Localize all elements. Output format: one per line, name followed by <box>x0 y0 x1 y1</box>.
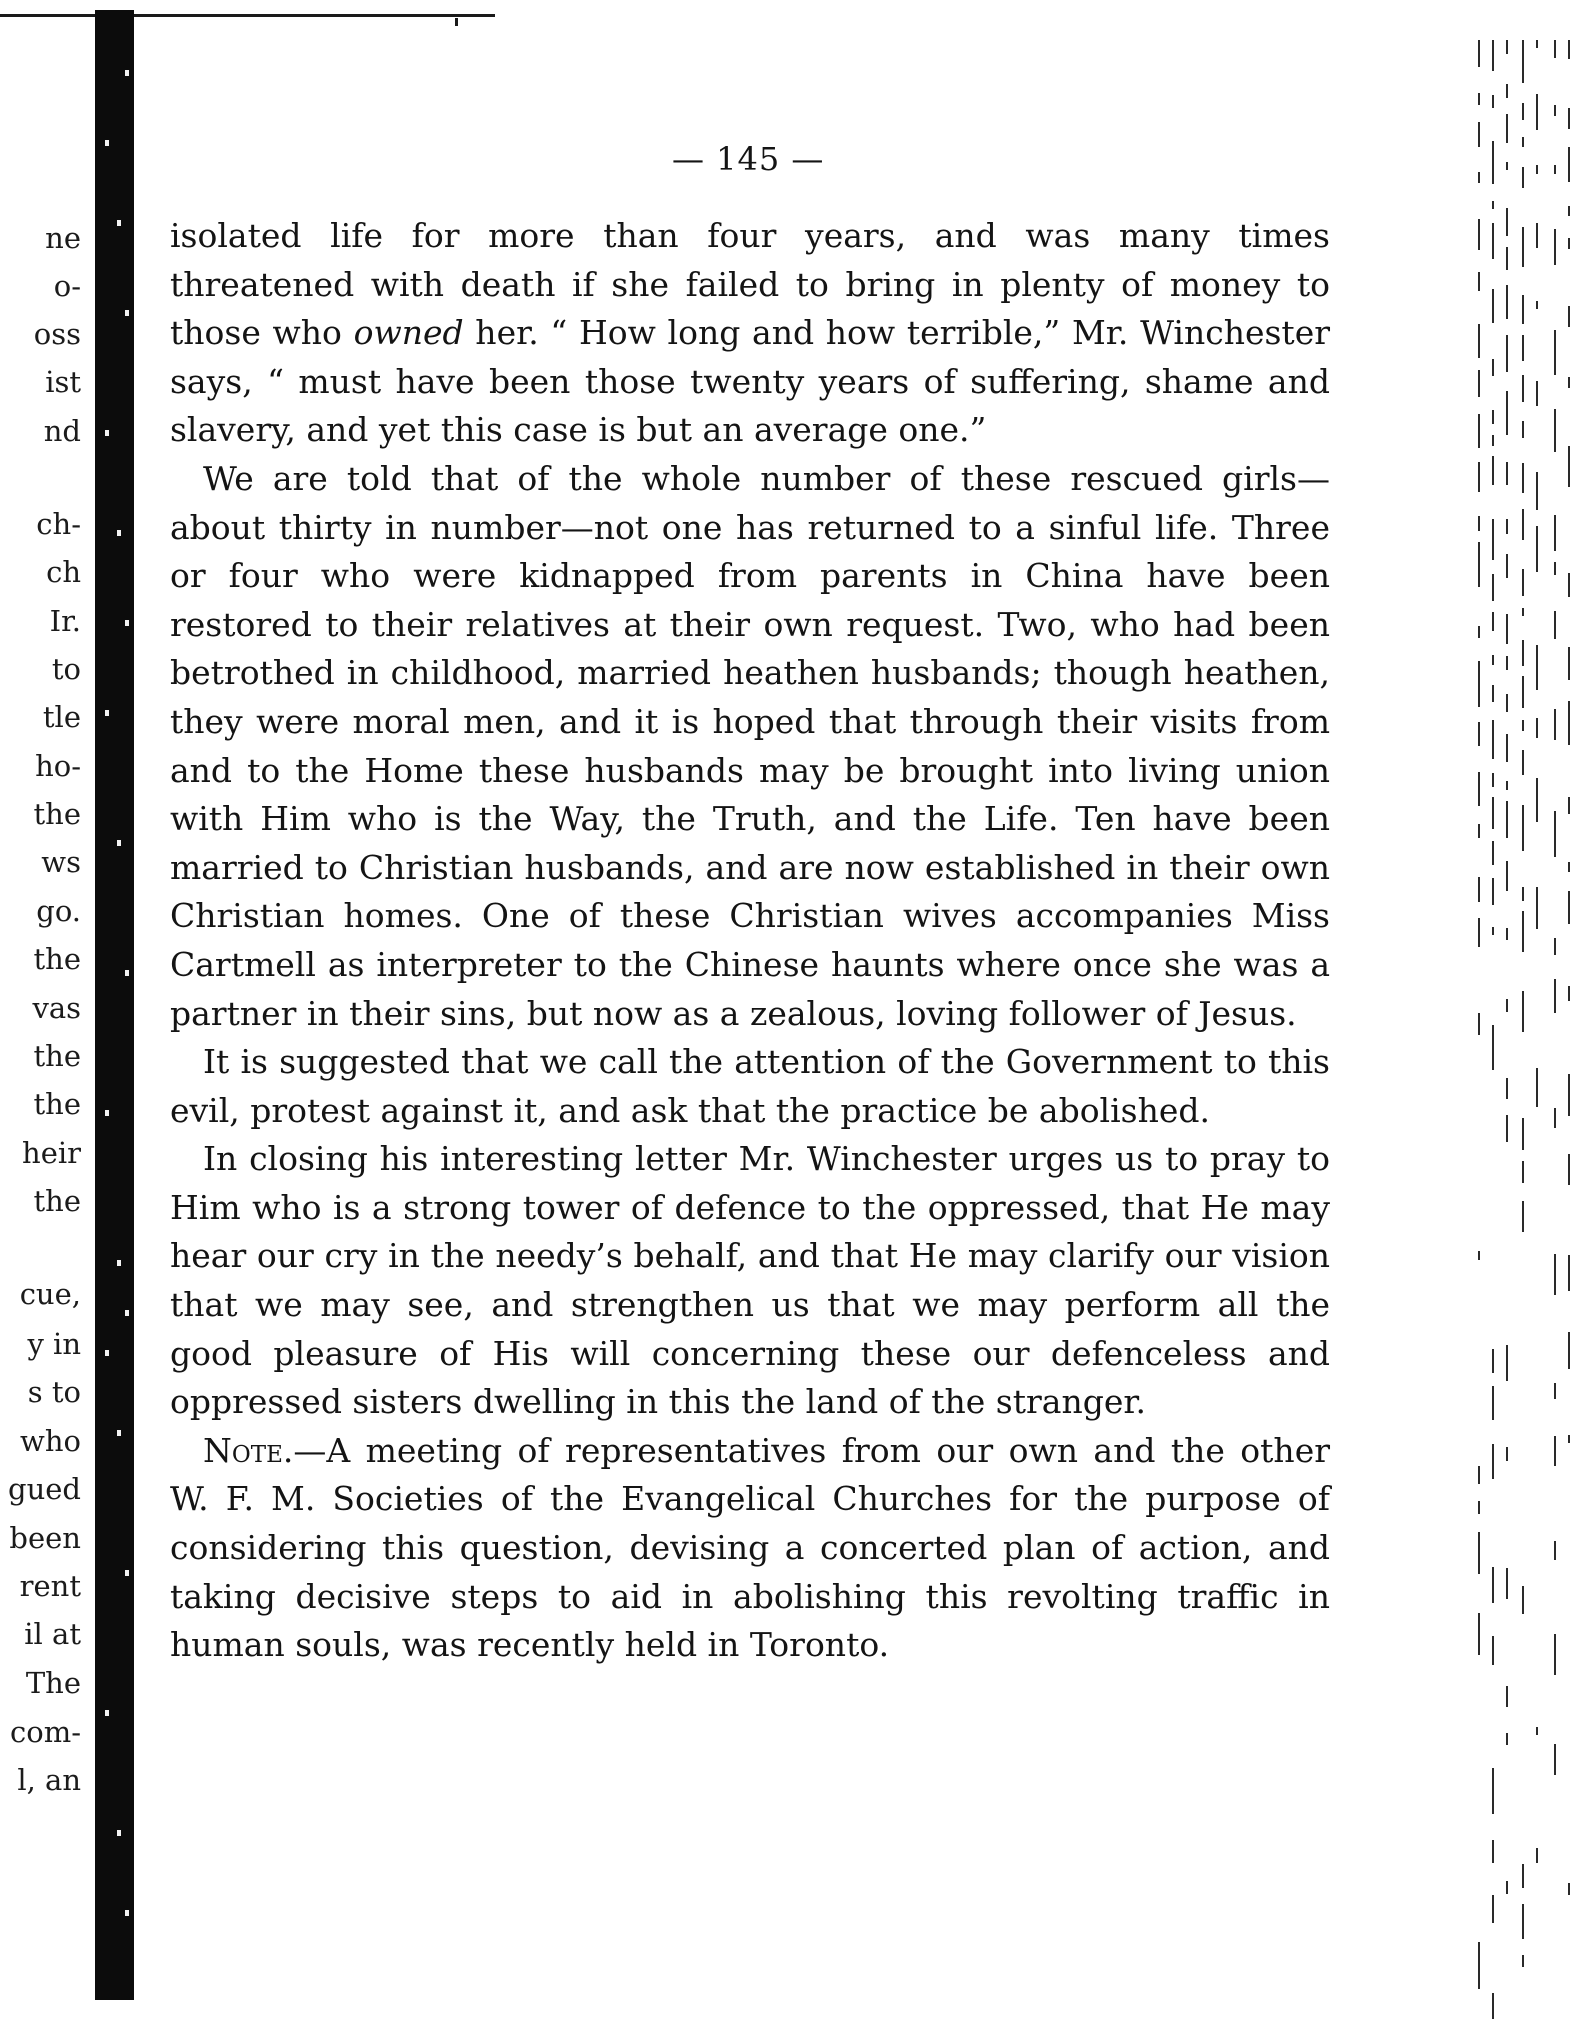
page-edge-line <box>1492 655 1494 665</box>
page-edge-line <box>1506 928 1508 940</box>
page-edge-line <box>1536 1068 1538 1107</box>
page-edge-line <box>1506 781 1508 790</box>
page-edge-line <box>1522 1586 1524 1614</box>
paragraph <box>170 1427 1330 1670</box>
paragraph <box>170 455 1330 1038</box>
page-edge-line <box>1522 421 1524 438</box>
page-edge-line <box>1478 272 1480 291</box>
page-edge-line <box>1568 1883 1570 1895</box>
paragraph <box>170 1038 1330 1135</box>
page-edge-line <box>1478 1613 1480 1655</box>
bleed-through-fragment: the <box>33 1087 81 1121</box>
page-edge-line <box>1522 640 1524 666</box>
bleed-through-fragment: go. <box>36 894 81 928</box>
page-edge-line <box>1554 1634 1556 1675</box>
page-edge-line <box>1522 1118 1524 1150</box>
page-edge-line <box>1506 162 1508 170</box>
gutter-speck <box>117 530 121 536</box>
page-edge-line <box>1478 93 1480 105</box>
page-edge-line <box>1536 778 1538 822</box>
page-edge-line <box>1506 519 1508 534</box>
gutter-speck <box>117 220 121 226</box>
page-edge-line <box>1492 878 1494 905</box>
bleed-through-fragment: the <box>33 942 81 976</box>
bleed-through-fragment: com- <box>10 1715 81 1749</box>
page-edge-line <box>1478 414 1480 448</box>
page-edge-line <box>1492 773 1494 787</box>
text-run: —A meeting of representatives from our own and the other W. F. M. Societies of the Evangelical Churches for the purpose of considering this question, devising a concerted plan of action, and taking decisive steps to aid in abolishing this revolting traffic in human souls, was recently held in Toronto. <box>170 1430 1330 1665</box>
right-edge-page-stack <box>1470 40 1580 2030</box>
page-edge-line <box>1522 103 1524 120</box>
page-edge-line <box>1536 1727 1538 1735</box>
text-run: We are told that of the whole number of these rescued girls—about thirty in number—not one has returned to a sinful life. Three or four who were kidnapped from parents in China have been restored to their relatives at their own request. Two, who had been betrothed in childhood, married heathen husbands; though heathen, they were moral men, and it is hoped that through their visits from and to the Home these husbands may be brought into living union with Him who is the Way, the Truth, and the Life. Ten have been married to Christian husbands, and are now established in their own Christian homes. One of these Christian wives accompanies Miss Cartmell as interpreter to the Chinese haunts where once she was a partner in their sins, but now as a zealous, loving follower of Jesus. <box>170 458 1330 1033</box>
page-edge-line <box>1568 40 1570 59</box>
page-edge-line <box>1554 330 1556 375</box>
body-text <box>170 212 1330 1670</box>
page-edge-line <box>1568 1154 1570 1185</box>
page-edge-line <box>1568 238 1570 249</box>
page-edge-line <box>1506 1686 1508 1707</box>
page-edge-line <box>1522 911 1524 952</box>
page-edge-line <box>1492 359 1494 376</box>
gutter-speck <box>105 430 109 436</box>
page-edge-line <box>1554 165 1556 174</box>
page-edge-line <box>1536 165 1538 174</box>
text-run: It is suggested that we call the attention of the Government to this evil, protest against it, and ask that the practice be abolished. <box>170 1042 1330 1130</box>
bleed-through-fragment: oss <box>33 317 81 351</box>
page-edge-line <box>1492 1444 1494 1479</box>
page-number: — 145 — <box>672 140 825 178</box>
page-edge-line <box>1522 509 1524 540</box>
gutter-speck <box>105 140 109 146</box>
bleed-through-fragment: who <box>20 1424 81 1458</box>
page-edge-line <box>1492 1636 1494 1665</box>
page-edge-line <box>1478 172 1480 183</box>
page-edge-line <box>1522 335 1524 361</box>
page-edge-line <box>1478 1532 1480 1574</box>
top-rule-mark <box>455 18 458 26</box>
page-edge-line <box>1522 887 1524 901</box>
page-edge-line <box>1492 720 1494 759</box>
page-edge-line <box>1478 462 1480 492</box>
page-edge-line <box>1554 1541 1556 1560</box>
page-edge-line <box>1568 446 1570 487</box>
page-edge-line <box>1536 381 1538 406</box>
page-edge-line <box>1522 40 1524 83</box>
page-edge-line <box>1554 709 1556 740</box>
gutter-speck <box>105 1350 109 1356</box>
page-edge-line <box>1568 206 1570 216</box>
page-edge-line <box>1522 750 1524 775</box>
page-edge-line <box>1478 661 1480 707</box>
page-edge-line <box>1478 1013 1480 1035</box>
page-edge-line <box>1506 335 1508 372</box>
page-edge-line <box>1506 247 1508 270</box>
page-edge-line <box>1492 141 1494 184</box>
page-edge-line <box>1506 391 1508 435</box>
page-edge-line <box>1506 285 1508 319</box>
page-edge-line <box>1478 877 1480 902</box>
page-edge-line <box>1554 105 1556 116</box>
page-edge-line <box>1506 614 1508 644</box>
page-edge-line <box>1522 227 1524 267</box>
gutter-speck <box>117 1260 121 1266</box>
page-edge-line <box>1492 1840 1494 1863</box>
gutter-speck <box>117 1430 121 1436</box>
page-edge-line <box>1492 456 1494 485</box>
gutter-speck <box>125 1570 129 1576</box>
page-edge-line <box>1568 701 1570 745</box>
bleed-through-fragment: gued <box>8 1472 81 1506</box>
bleed-through-fragment: vas <box>32 991 81 1025</box>
page-edge-line <box>1492 797 1494 829</box>
page-edge-line <box>1506 1115 1508 1142</box>
page-edge-line <box>1506 694 1508 712</box>
page-edge-line <box>1492 435 1494 446</box>
page-edge-line <box>1554 938 1556 955</box>
gutter-speck <box>125 1310 129 1316</box>
page-edge-line <box>1506 40 1508 54</box>
page-edge-line <box>1492 519 1494 560</box>
gutter-speck <box>125 1910 129 1916</box>
text-run: In closing his interesting letter Mr. Winchester urges us to pray to Him who is a strong tower of defence to the oppressed, that He may hear our cry in the needy’s behalf, and that He may clarify our vision that we may see, and strengthen us that we may perform all the good pleasure of His will concerning these our defenceless and oppressed sisters dwelling in this the land of the stranger. <box>170 1139 1330 1422</box>
page-edge-line <box>1506 554 1508 578</box>
left-margin-bleed-through <box>0 0 95 2038</box>
text-run: isolated life for more than four years, and was many times threatened with death if she failed to bring in plenty of money to those who <box>170 216 1330 353</box>
bleed-through-fragment: the <box>33 797 81 831</box>
page-edge-line <box>1478 918 1480 947</box>
page-edge-line <box>1492 1567 1494 1603</box>
page-edge-line <box>1522 1161 1524 1183</box>
page-edge-line <box>1522 1904 1524 1939</box>
binding-gutter-shadow <box>95 10 134 2000</box>
page-edge-line <box>1478 1501 1480 1514</box>
page-edge-line <box>1522 167 1524 188</box>
page-edge-line <box>1506 734 1508 762</box>
bleed-through-fragment: s to <box>27 1375 81 1409</box>
gutter-speck <box>105 1110 109 1116</box>
bleed-through-fragment: ch <box>46 555 81 589</box>
emphasis: owned <box>353 313 464 353</box>
bleed-through-fragment: The <box>25 1666 81 1700</box>
page-edge-line <box>1568 891 1570 924</box>
gutter-speck <box>125 620 129 626</box>
page-edge-line <box>1492 289 1494 323</box>
bleed-through-fragment: the <box>33 1039 81 1073</box>
page-edge-line <box>1478 626 1480 638</box>
page-edge-line <box>1492 685 1494 702</box>
page-edge-line <box>1506 656 1508 670</box>
page-edge-line <box>1554 562 1556 575</box>
page-edge-line <box>1478 324 1480 358</box>
page-edge-line <box>1492 612 1494 631</box>
page-edge-line <box>1536 40 1538 48</box>
gutter-speck <box>117 1830 121 1836</box>
page-edge-line <box>1568 377 1570 388</box>
bleed-through-fragment: nd <box>43 414 81 448</box>
page-edge-line <box>1568 1255 1570 1291</box>
page-edge-line <box>1478 40 1480 67</box>
paragraph <box>170 1135 1330 1427</box>
page-edge-line <box>1478 772 1480 806</box>
bleed-through-fragment: il at <box>24 1617 81 1651</box>
page-edge-line <box>1506 84 1508 98</box>
page-edge-line <box>1478 1942 1480 1989</box>
bleed-through-fragment: l, an <box>17 1763 81 1797</box>
text-run: her. “ How long and how terrible,” Mr. Winchester says, “ must have been those twenty years of suffering, shame and slavery, and yet this case is but an average one.” <box>170 313 1330 450</box>
page-edge-line <box>1554 515 1556 551</box>
bleed-through-fragment: o- <box>53 269 81 303</box>
bleed-through-fragment: rent <box>19 1569 81 1603</box>
page-edge-line <box>1522 805 1524 851</box>
page-edge-line <box>1522 991 1524 1032</box>
page-edge-line <box>1492 841 1494 865</box>
page-edge-line <box>1478 122 1480 147</box>
page-edge-line <box>1522 1864 1524 1888</box>
gutter-speck <box>117 840 121 846</box>
paragraph <box>170 212 1330 455</box>
gutter-speck <box>105 710 109 716</box>
bleed-through-fragment: been <box>9 1521 81 1555</box>
page-edge-line <box>1568 108 1570 129</box>
gutter-speck <box>125 310 129 316</box>
page-edge-line <box>1536 718 1538 738</box>
page-edge-line <box>1568 147 1570 182</box>
page-edge-line <box>1478 219 1480 250</box>
page-edge-line <box>1492 1768 1494 1814</box>
page-edge-line <box>1492 95 1494 108</box>
page-edge-line <box>1568 647 1570 680</box>
page-edge-line <box>1554 409 1556 452</box>
page-edge-line <box>1478 1251 1480 1260</box>
bleed-through-fragment: ws <box>41 845 81 879</box>
bleed-through-fragment: to <box>51 652 81 686</box>
page-edge-line <box>1522 608 1524 616</box>
page-edge-line <box>1478 370 1480 397</box>
page-edge-line <box>1568 1074 1570 1116</box>
page-edge-line <box>1536 645 1538 690</box>
page-edge-line <box>1568 797 1570 814</box>
gutter-speck <box>105 1710 109 1716</box>
bleed-through-fragment: cue, <box>19 1277 81 1311</box>
bleed-through-fragment: ne <box>45 221 81 255</box>
page-edge-line <box>1536 223 1538 248</box>
page-edge-line <box>1554 1108 1556 1128</box>
bleed-through-fragment: the <box>33 1184 81 1218</box>
page-edge-line <box>1568 1435 1570 1443</box>
page-edge-line <box>1478 1466 1480 1484</box>
bleed-through-fragment: ist <box>45 365 81 399</box>
bleed-through-fragment: heir <box>22 1136 81 1170</box>
page-edge-line <box>1492 201 1494 209</box>
page-edge-line <box>1554 979 1556 1013</box>
page-edge-line <box>1506 1078 1508 1099</box>
page-edge-line <box>1522 295 1524 324</box>
page-edge-line <box>1478 824 1480 838</box>
page-edge-line <box>1536 94 1538 130</box>
page-edge-line <box>1492 40 1494 71</box>
page-edge-line <box>1492 1895 1494 1923</box>
page-edge-line <box>1554 611 1556 639</box>
page-edge-line <box>1506 114 1508 143</box>
page-edge-line <box>1506 801 1508 838</box>
bleed-through-fragment: ho- <box>35 749 81 783</box>
page-edge-line <box>1554 229 1556 265</box>
bleed-through-fragment: tle <box>42 700 81 734</box>
page-edge-line <box>1554 1436 1556 1466</box>
page-edge-line <box>1554 811 1556 857</box>
page-edge-line <box>1522 569 1524 596</box>
page-edge-line <box>1554 1383 1556 1399</box>
gutter-speck <box>125 70 129 76</box>
page-edge-line <box>1522 1201 1524 1232</box>
page-edge-line <box>1492 1349 1494 1373</box>
page-edge-line <box>1478 516 1480 531</box>
page-edge-line <box>1568 1332 1570 1369</box>
page-edge-line <box>1522 1955 1524 1967</box>
bleed-through-fragment: y in <box>27 1327 81 1361</box>
page-edge-line <box>1522 676 1524 708</box>
gutter-speck <box>125 970 129 976</box>
page-edge-line <box>1506 1881 1508 1894</box>
page-edge-line <box>1506 1733 1508 1745</box>
page-edge-line <box>1492 223 1494 259</box>
page-edge-line <box>1536 301 1538 309</box>
page-edge-line <box>1506 1568 1508 1599</box>
page-edge-line <box>1536 887 1538 929</box>
page-edge-line <box>1522 720 1524 731</box>
page-edge-line <box>1568 573 1570 597</box>
page-edge-line <box>1492 1993 1494 2019</box>
page-edge-line <box>1568 306 1570 327</box>
page-edge-line <box>1554 1744 1556 1775</box>
page-edge-line <box>1506 999 1508 1012</box>
bleed-through-fragment: ch- <box>36 507 81 541</box>
page-edge-line <box>1478 722 1480 746</box>
page-edge-line <box>1506 462 1508 485</box>
page-edge-line <box>1522 463 1524 493</box>
page-edge-line <box>1492 1025 1494 1070</box>
page-edge-line <box>1492 927 1494 935</box>
note-label: Note. <box>203 1430 294 1470</box>
page-edge-line <box>1522 137 1524 147</box>
page-edge-line <box>1478 542 1480 587</box>
page-edge-line <box>1554 1254 1556 1295</box>
page-edge-line <box>1506 1345 1508 1381</box>
page-edge-line <box>1492 410 1494 424</box>
page-edge-line <box>1492 1386 1494 1420</box>
bleed-through-fragment: Ir. <box>49 604 81 638</box>
page-edge-line <box>1506 861 1508 891</box>
page-edge-line <box>1522 375 1524 402</box>
page-edge-line <box>1506 1447 1508 1461</box>
page-edge-line <box>1554 40 1556 58</box>
page-edge-line <box>1568 986 1570 1001</box>
page-edge-line <box>1536 526 1538 572</box>
page-edge-line <box>1492 574 1494 601</box>
page-edge-line <box>1506 208 1508 236</box>
page-edge-line <box>1568 862 1570 872</box>
page-edge-line <box>1536 472 1538 510</box>
page-edge-line <box>1536 1848 1538 1863</box>
